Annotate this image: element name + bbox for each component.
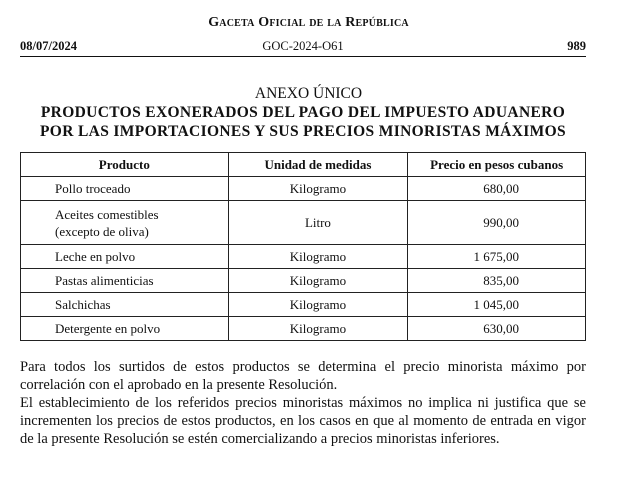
page-header [20, 39, 586, 57]
table-header-row [21, 153, 586, 177]
body-paragraph-1: Para todos los surtidos de estos productos se determina el precio minorista máximo por correlación con el aprobado en la presente Resolución. [20, 359, 586, 393]
table-row [21, 293, 586, 317]
product-cell: Pollo troceado [21, 177, 229, 201]
column-header-product: Producto [21, 153, 229, 177]
column-header-unit: Unidad de medidas [228, 153, 408, 177]
unit-cell: Kilogramo [228, 317, 408, 341]
body-paragraph-2: El establecimiento de los referidos precios minoristas máximos no implica ni justifica que se incrementen los precios de estos productos, en los casos en que al momento de entrada en vigor de la presente Resolución se estén comercializando a precios minoristas inferiores. [20, 395, 586, 447]
document-title [20, 103, 586, 141]
issue-date: 08/07/2024 [20, 39, 77, 53]
page-number: 989 [567, 39, 586, 53]
price-cell: 835,00 [408, 269, 586, 293]
product-name: Aceites comestibles [55, 206, 159, 222]
price-cell: 1 045,00 [408, 293, 586, 317]
unit-cell: Kilogramo [228, 177, 408, 201]
price-table [20, 152, 586, 341]
table-row [21, 317, 586, 341]
table-row [21, 201, 586, 245]
table-row [21, 177, 586, 201]
unit-cell: Litro [228, 201, 408, 245]
price-cell: 630,00 [408, 317, 586, 341]
table-row [21, 269, 586, 293]
unit-cell: Kilogramo [228, 245, 408, 269]
table-row [21, 245, 586, 269]
product-note: (excepto de oliva) [55, 223, 149, 239]
unit-cell: Kilogramo [228, 269, 408, 293]
unit-cell: Kilogramo [228, 293, 408, 317]
product-cell: Salchichas [21, 293, 229, 317]
gazette-title: Gaceta Oficial de la República [208, 15, 409, 30]
price-cell: 680,00 [408, 177, 586, 201]
column-header-price: Precio en pesos cubanos [408, 153, 586, 177]
product-cell: Pastas alimenticias [21, 269, 229, 293]
product-cell: Leche en polvo [21, 245, 229, 269]
product-cell [21, 201, 229, 245]
price-cell: 990,00 [408, 201, 586, 245]
price-cell: 1 675,00 [408, 245, 586, 269]
document-title-line-1: PRODUCTOS EXONERADOS DEL PAGO DEL IMPUESTO ADUANERO [40, 104, 566, 121]
product-cell: Detergente en polvo [21, 317, 229, 341]
annex-label: ANEXO ÚNICO [254, 85, 363, 102]
document-title-line-2: POR LAS IMPORTACIONES Y SUS PRECIOS MINORISTAS MÁXIMOS [39, 123, 567, 140]
issue-code: GOC-2024-O61 [262, 39, 344, 53]
